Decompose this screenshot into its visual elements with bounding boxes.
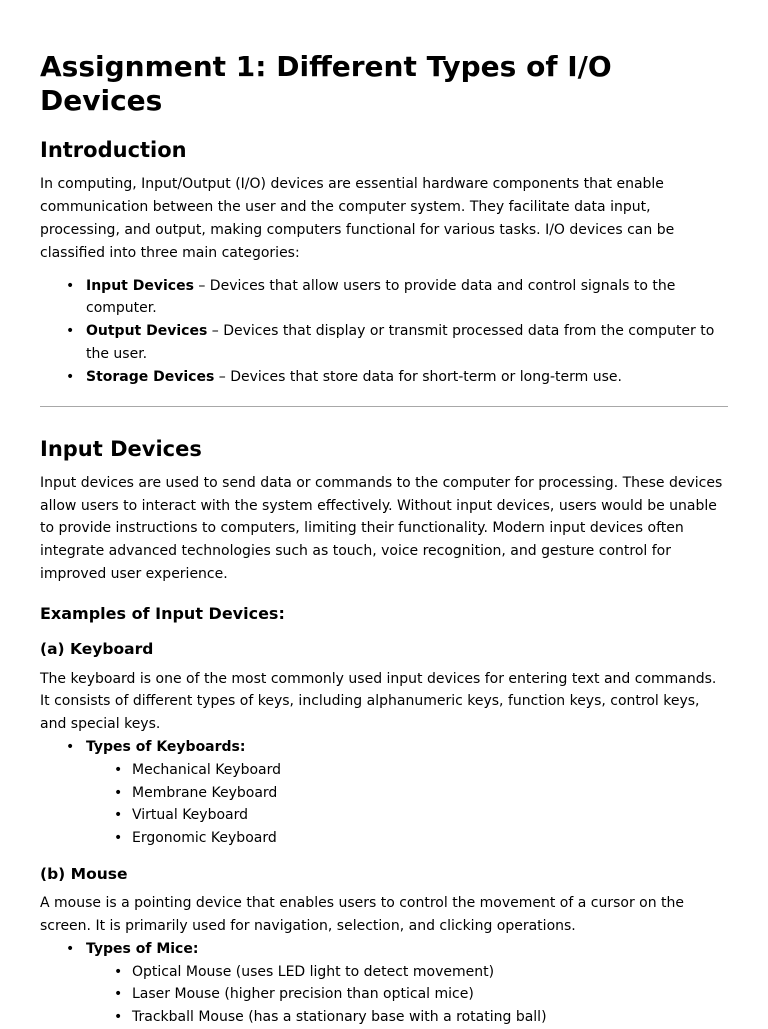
introduction-heading: Introduction [40,138,187,163]
input-devices-paragraph: Input devices are used to send data or commands to the computer for processing. These devices allow users to interact with the system effectively. Without input devices, users would be unable to provide instructions to computers, limiting their functionality. Modern input devices often integrate advanced technologies such as touch, voice recognition, and gesture control for improved user experience. [40,474,723,582]
list-item-desc: – Devices that display or transmit processed data from the computer to the user. [86,323,715,362]
introduction-paragraph: In computing, Input/Output (I/O) devices are essential hardware components that enable communication between the user and the computer system. They facilitate data input, processing, and output, making computers functional for various tasks. I/O devices can be classified into three main categories: [40,176,675,261]
list-item: • Virtual Keyboard [40,804,728,827]
list-item: • Trackball Mouse (has a stationary base with a rotating ball) [40,1006,728,1029]
list-item-desc: – Devices that allow users to provide data and control signals to the computer. [86,277,676,317]
list-item [40,320,728,366]
io-categories-list [40,275,728,389]
document-title: Assignment 1: Different Types of I/O Devices [40,50,612,117]
keyboard-heading: (a) Keyboard [40,639,154,658]
keyboard-types-label: Types of Keyboards: [86,739,246,756]
keyboard-paragraph: The keyboard is one of the most commonly used input devices for entering text and commands. It consists of different types of keys, including alphanumeric keys, function keys, control keys, and special keys. [40,670,717,733]
list-item [40,938,728,961]
input-devices-heading: Input Devices [40,436,202,461]
list-item: • Membrane Keyboard [40,782,728,805]
list-item: • Ergonomic Keyboard [40,827,728,850]
mouse-paragraph: A mouse is a pointing device that enables users to control the movement of a cursor on the screen. It is primarily used for navigation, selection, and clicking operations. [40,895,685,934]
list-item-term: Output Devices [86,323,208,340]
list-item [40,366,728,389]
mouse-heading: (b) Mouse [40,865,128,884]
mouse-types-sublist [40,961,728,1029]
list-item-term: Storage Devices [86,368,215,385]
list-item [40,275,728,321]
list-item [40,736,728,759]
list-item-desc: – Devices that store data for short-term or long-term use. [214,368,622,385]
mouse-types-list [40,938,728,961]
section-divider [40,406,728,407]
list-item: • Optical Mouse (uses LED light to detect movement) [40,961,728,984]
keyboard-types-list [40,736,728,759]
keyboard-types-sublist [40,759,728,850]
list-item-term: Input Devices [86,277,194,294]
mouse-types-label: Types of Mice: [86,940,199,957]
list-item: • Mechanical Keyboard [40,759,728,782]
list-item: • Laser Mouse (higher precision than optical mice) [40,983,728,1006]
examples-heading: Examples of Input Devices: [40,603,285,623]
